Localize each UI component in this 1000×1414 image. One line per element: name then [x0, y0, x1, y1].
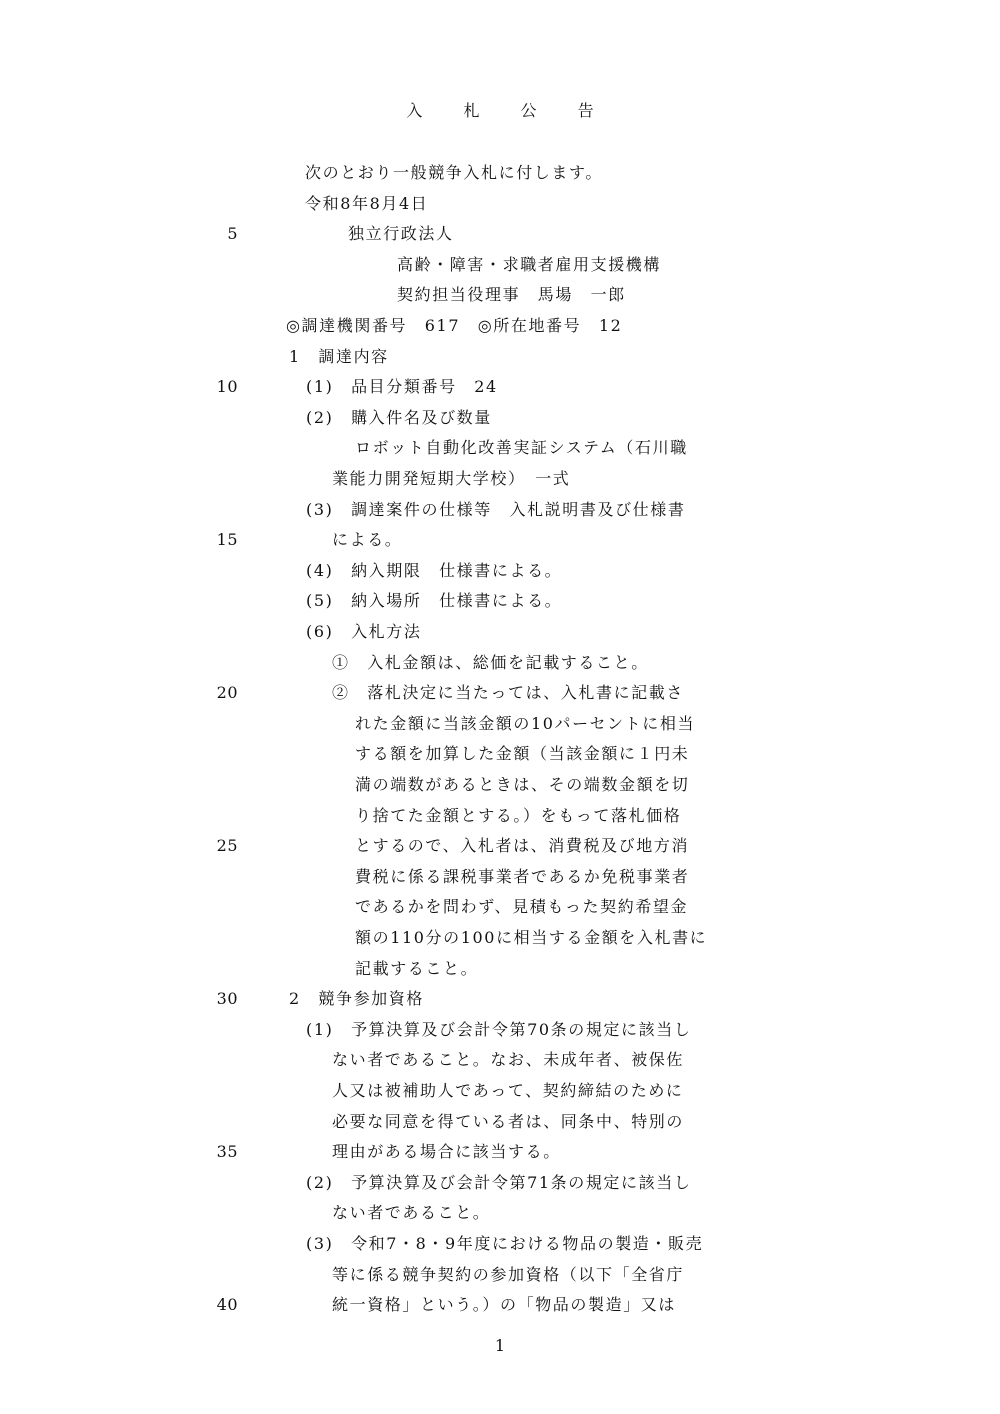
text-line: 額の110分の100に相当する金額を入札書に — [355, 928, 708, 947]
text-line: れた金額に当該金額の10パーセントに相当 — [355, 713, 696, 733]
text-line: ◎調達機関番号 617 ◎所在地番号 12 — [286, 316, 623, 335]
document-title: 入 札 公 告 — [406, 101, 612, 120]
text-line: とするので、入札者は、消費税及び地方消 — [355, 836, 690, 856]
line-number: 25 — [216, 836, 238, 856]
text-line: (1) 予算決算及び会計令第70条の規定に該当し — [306, 1019, 692, 1039]
text-line: ② 落札決定に当たっては、入札書に記載さ — [332, 683, 685, 703]
line-number: 20 — [216, 683, 238, 703]
text-line: 理由がある場合に該当する。 — [332, 1142, 561, 1162]
text-line: り捨てた金額とする。）をもって落札価格 — [355, 805, 682, 825]
page-number: 1 — [494, 1336, 506, 1355]
text-line: (1) 品目分類番号 24 — [306, 377, 498, 397]
text-line: (5) 納入場所 仕様書による。 — [306, 591, 563, 611]
text-line: 1 調達内容 — [289, 346, 389, 366]
text-line: 満の端数があるときは、その端数金額を切 — [355, 775, 690, 794]
line-number: 5 — [227, 224, 238, 244]
text-line: 高齢・障害・求職者雇用支援機構 — [397, 254, 662, 274]
text-line: による。 — [332, 530, 403, 550]
text-line: 次のとおり一般競争入札に付します。 — [305, 163, 603, 182]
text-line: 費税に係る課税事業者であるか免税事業者 — [355, 866, 690, 886]
text-line: ロボット自動化改善実証システム（石川職 — [355, 438, 688, 458]
text-line: (2) 購入件名及び数量 — [306, 407, 492, 427]
line-number: 35 — [216, 1142, 238, 1162]
text-line: (3) 令和7・8・9年度における物品の製造・販売 — [306, 1234, 704, 1253]
text-line: ない者であること。 — [332, 1203, 491, 1223]
text-line: であるかを問わず、見積もった契約希望金 — [355, 897, 689, 917]
text-line: (2) 予算決算及び会計令第71条の規定に該当し — [306, 1172, 692, 1192]
text-line: 2 競争参加資格 — [289, 989, 424, 1009]
text-line: 記載すること。 — [355, 958, 479, 978]
text-line: (6) 入札方法 — [306, 622, 422, 641]
text-line: ない者であること。なお、未成年者、被保佐 — [332, 1050, 685, 1070]
text-line: (4) 納入期限 仕様書による。 — [306, 560, 563, 580]
text-line: 人又は被補助人であって、契約締結のために — [332, 1081, 684, 1100]
text-line: 独立行政法人 — [348, 224, 454, 244]
text-line: 業能力開発短期大学校） 一式 — [332, 469, 571, 488]
text-line: 等に係る競争契約の参加資格（以下「全省庁 — [332, 1264, 685, 1284]
line-number: 10 — [216, 377, 238, 397]
line-number: 15 — [216, 530, 238, 550]
line-number: 30 — [216, 989, 238, 1009]
text-line: 必要な同意を得ている者は、同条中、特別の — [332, 1111, 685, 1131]
line-number: 40 — [216, 1295, 238, 1315]
text-line: する額を加算した金額（当該金額に１円未 — [355, 744, 690, 764]
text-line: 統一資格」という。）の「物品の製造」又は — [332, 1295, 677, 1315]
text-line: (3) 調達案件の仕様等 入札説明書及び仕様書 — [306, 499, 686, 519]
text-line: 契約担当役理事 馬場 一郎 — [397, 285, 626, 305]
text-line: 令和8年8月4日 — [305, 193, 429, 213]
text-line: ① 入札金額は、総価を記載すること。 — [332, 652, 649, 672]
